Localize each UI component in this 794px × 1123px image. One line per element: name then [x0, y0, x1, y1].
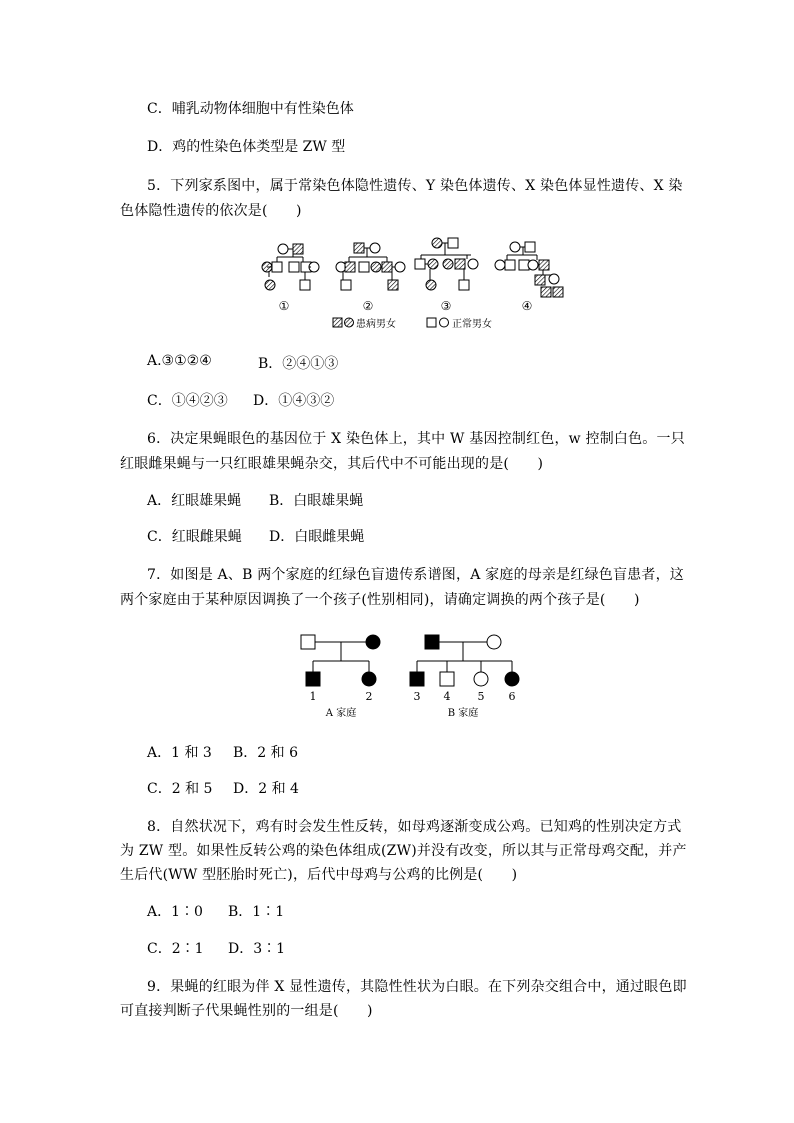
q5-option-b: B．②④①③ [258, 356, 339, 372]
q8-stem-line2: 为 ZW 型。如果性反转公鸡的染色体组成(ZW)并没有改变，所以其与正常母鸡交配，并产 [120, 843, 687, 859]
family-b-label: B 家庭 [447, 708, 479, 719]
q7-option-c: C．2 和 5 [147, 781, 213, 797]
q9-stem-line2: 可直接判断子代果蝇性别的一组是( ) [120, 1003, 373, 1019]
pedigree-1 [262, 244, 319, 290]
legend-normal-male-icon [427, 318, 436, 327]
pedigree-2 [336, 243, 405, 290]
q5-pedigree-figure [255, 235, 575, 335]
pedigree-label-1: ① [278, 299, 290, 313]
q6-option-d: D．白眼雌果蝇 [269, 529, 365, 545]
pedigree-label-2: ② [362, 299, 374, 313]
pedigree-4 [495, 242, 563, 297]
q7-option-b: B．2 和 6 [233, 745, 299, 761]
q7-stem-line1: 7．如图是 A、B 两个家庭的红绿色盲遗传系谱图，A 家庭的母亲是红绿色盲患者，这 [147, 567, 684, 583]
q8-option-d: D．3∶1 [228, 941, 286, 957]
q5-stem-line2: 色体隐性遗传的依次是( ) [120, 203, 302, 219]
q7-color-blindness-pedigree [295, 630, 535, 720]
q8-option-c: C．2∶1 [147, 941, 204, 957]
q5-option-d: D．①④③② [253, 393, 335, 409]
child-number-6: 6 [508, 690, 516, 703]
q6-option-b: B．白眼雄果蝇 [269, 493, 364, 509]
q5-option-c: C．①④②③ [147, 393, 228, 409]
family-a-label: A 家庭 [325, 708, 357, 719]
child-number-2: 2 [365, 690, 373, 703]
q5-option-a: A.③①②④ [147, 353, 212, 369]
pedigree-label-4: ④ [521, 299, 533, 313]
q6-stem-line1: 6．决定果蝇眼色的基因位于 X 染色体上，其中 W 基因控制红色，w 控制白色。一只 [147, 431, 685, 447]
q4-option-c: C．哺乳动物体细胞中有性染色体 [147, 101, 354, 117]
q6-stem-line2: 红眼雌果蝇与一只红眼雄果蝇杂交，其后代中不可能出现的是( ) [120, 456, 544, 472]
q6-option-a: A．红眼雄果蝇 [147, 493, 242, 509]
child-number-1: 1 [309, 690, 317, 703]
q8-option-a: A．1∶0 [147, 904, 203, 920]
legend-affected-male-icon [333, 318, 342, 327]
q6-option-c: C．红眼雌果蝇 [147, 529, 242, 545]
q7-option-d: D．2 和 4 [233, 781, 299, 797]
q8-stem-line1: 8．自然状况下，鸡有时会发生性反转，如母鸡逐渐变成公鸡。已知鸡的性别决定方式 [147, 819, 682, 835]
pedigree-label-3: ③ [440, 299, 452, 313]
q8-option-b: B．1∶1 [228, 904, 285, 920]
child-number-4: 4 [443, 690, 451, 703]
child-number-3: 3 [413, 690, 421, 703]
q7-stem-line2: 两个家庭由于某种原因调换了一个孩子(性别相同)，请确定调换的两个孩子是( ) [120, 592, 640, 608]
q8-stem-line3: 生后代(WW 型胚胎时死亡)，后代中母鸡与公鸡的比例是( ) [120, 867, 518, 883]
q9-stem-line1: 9．果蝇的红眼为伴 X 显性遗传，其隐性性状为白眼。在下列杂交组合中，通过眼色即 [147, 979, 687, 995]
legend-normal-label: 正常男女 [452, 319, 492, 330]
pedigree-3 [415, 238, 478, 290]
legend-affected-label: 患病男女 [356, 319, 396, 330]
legend-normal-female-icon [440, 318, 449, 327]
q5-stem-line1: 5．下列家系图中，属于常染色体隐性遗传、Y 染色体遗传、X 染色体显性遗传、X 染 [147, 178, 683, 194]
q4-option-d: D．鸡的性染色体类型是 ZW 型 [147, 139, 346, 155]
legend-affected-female-icon [345, 318, 354, 327]
q7-option-a: A．1 和 3 [147, 745, 212, 761]
child-number-5: 5 [477, 690, 485, 703]
